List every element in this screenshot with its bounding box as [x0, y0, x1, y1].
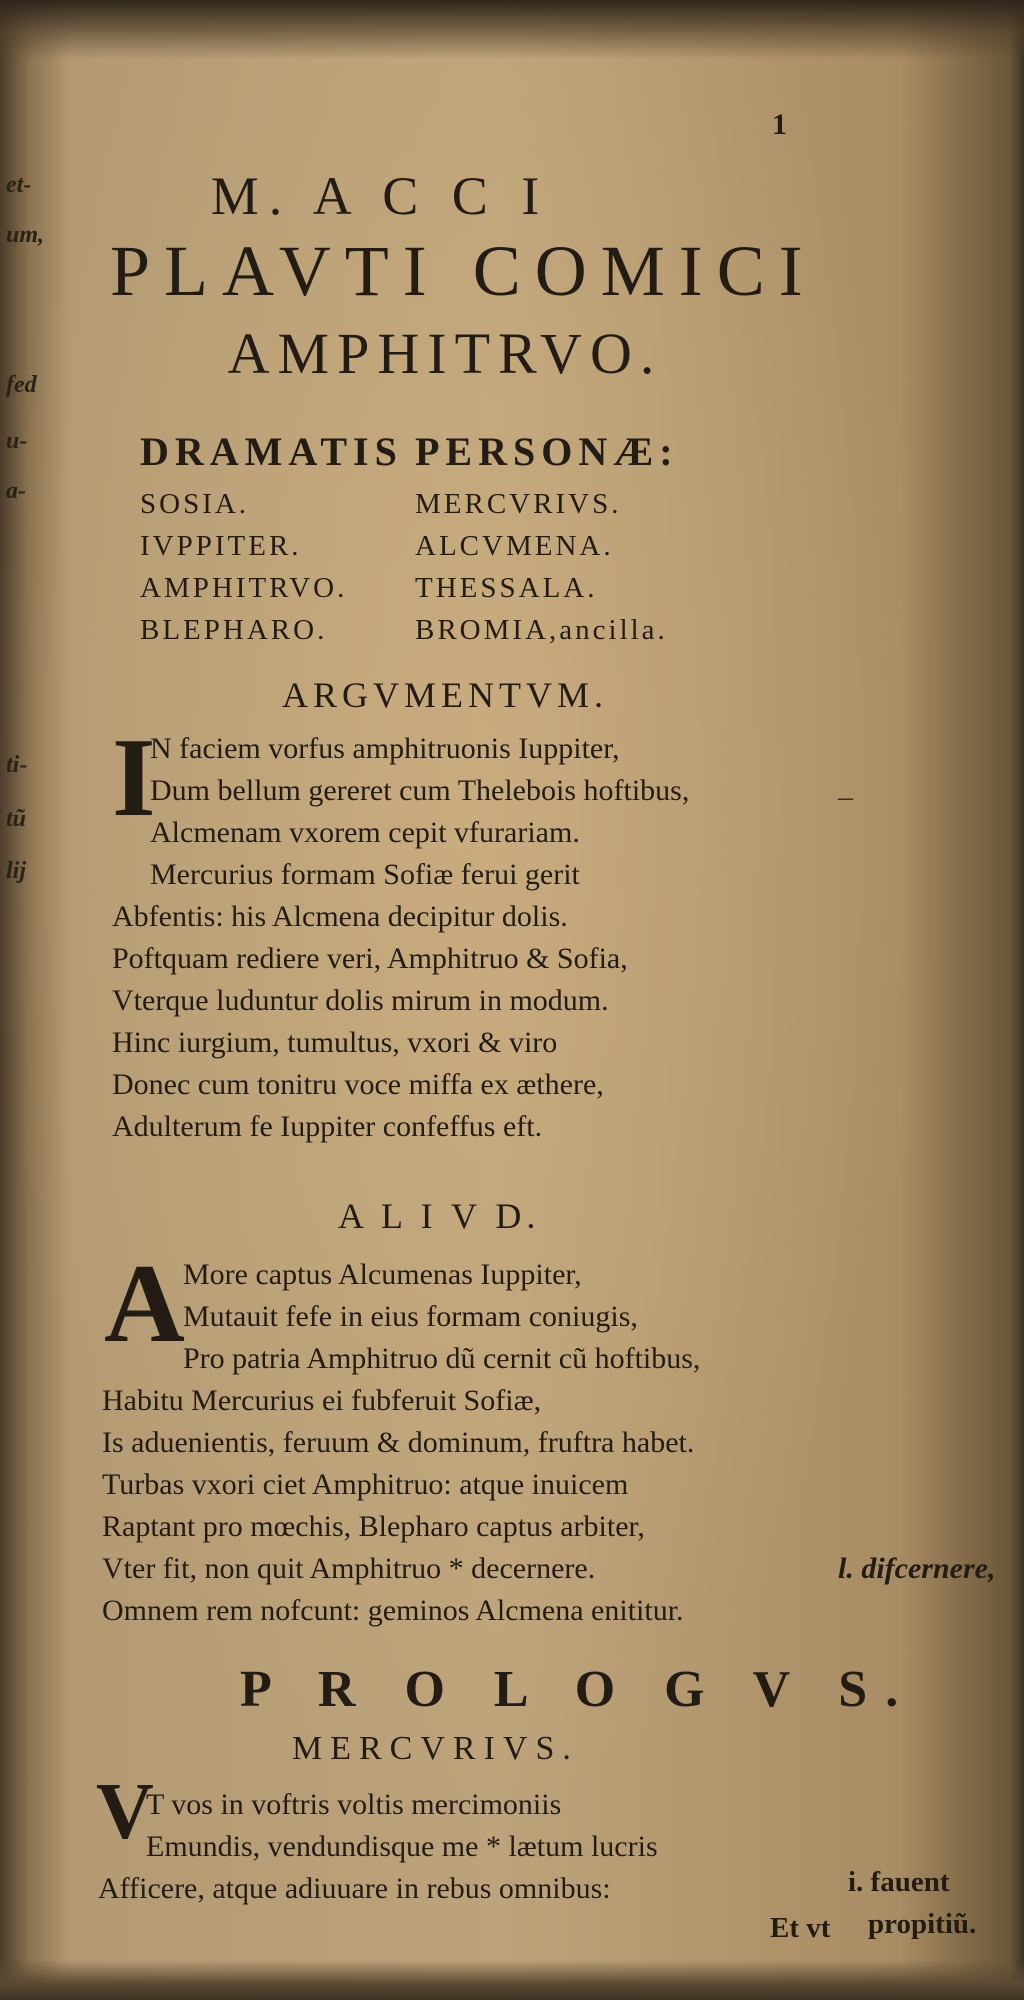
- catchword: Et vt: [770, 1912, 831, 1944]
- verse-line: Mercurius formam Sofiæ ferui gerit: [150, 858, 580, 891]
- verse-line: Emundis, vendundisque me * lætum lucris: [146, 1830, 658, 1863]
- page-bottom-edge: [0, 1960, 1024, 2000]
- argumentum-dropcap: I: [112, 716, 156, 840]
- prologue-heading: P R O L O G V S.: [240, 1661, 917, 1718]
- verse-line: Is aduenientis, feruum & dominum, fruftra habet.: [102, 1426, 695, 1459]
- speaker-name: MERCVRIVS.: [292, 1730, 579, 1767]
- verse-line: More captus Alcumenas Iuppiter,: [183, 1258, 582, 1291]
- character-name: THESSALA.: [415, 572, 598, 604]
- character-name: SOSIA.: [140, 488, 250, 520]
- dramatis-heading-right: PERSONÆ:: [415, 429, 679, 474]
- verse-line: Habitu Mercurius ei fubferuit Sofiæ,: [102, 1384, 542, 1417]
- verse-line: Raptant pro mœchis, Blepharo captus arbiter,: [102, 1510, 645, 1543]
- verse-line: Afficere, atque adiuuare in rebus omnibus:: [98, 1872, 611, 1905]
- author-name: M. A C C I: [210, 166, 550, 226]
- verse-line: T vos in voftris voltis mercimoniis: [146, 1788, 562, 1821]
- verse-line: Alcmenam vxorem cepit vfurariam.: [150, 816, 580, 849]
- left-margin-fragment: u-: [6, 428, 28, 454]
- verse-line: N faciem vorfus amphitruonis Iuppiter,: [150, 732, 620, 765]
- character-name: ALCVMENA.: [415, 530, 614, 562]
- left-margin-fragment: lij: [6, 858, 27, 884]
- verse-line: Turbas vxori ciet Amphitruo: atque inuicem: [102, 1468, 629, 1501]
- character-name: AMPHITRVO.: [140, 572, 348, 604]
- verse-line: Vter fit, non quit Amphitruo * decernere.: [102, 1552, 596, 1585]
- verse-line: Omnem rem nofcunt: geminos Alcmena enititur.: [102, 1594, 684, 1627]
- margin-gloss: propitiũ.: [868, 1908, 977, 1940]
- page-top-shadow: [0, 0, 1024, 60]
- verse-line: Pro patria Amphitruo dũ cernit cũ hoftibus,: [183, 1342, 701, 1375]
- character-name: MERCVRIVS.: [415, 488, 622, 520]
- margin-gloss: i. fauent: [848, 1866, 950, 1898]
- verse-line: Adulterum fe Iuppiter confeffus eft.: [112, 1110, 543, 1143]
- verse-line: Hinc iurgium, tumultus, vxori & viro: [112, 1026, 558, 1059]
- left-margin-fragment: tũ: [6, 806, 27, 832]
- verse-line: Poftquam rediere veri, Amphitruo & Sofia,: [112, 942, 628, 975]
- left-margin-fragment: et-: [6, 172, 32, 198]
- verse-line: Vterque luduntur dolis mirum in modum.: [112, 984, 609, 1017]
- stray-mark: –: [838, 780, 853, 813]
- verse-line: Donec cum tonitru voce miffa ex æthere,: [112, 1068, 604, 1101]
- aliud-heading: A L I V D.: [338, 1196, 541, 1236]
- main-title: PLAVTI COMICI: [110, 231, 817, 311]
- character-name: BLEPHARO.: [140, 614, 328, 646]
- play-title: AMPHITRVO.: [227, 321, 663, 386]
- argumentum-heading: ARGVMENTVM.: [282, 675, 609, 715]
- left-margin-fragment: ti-: [6, 752, 28, 778]
- character-name: BROMIA,ancilla.: [415, 614, 668, 646]
- prologue-dropcap: V: [96, 1768, 154, 1856]
- left-margin-fragment: um,: [6, 222, 45, 248]
- verse-line: Dum bellum gereret cum Thelebois hoftibus,: [150, 774, 690, 807]
- dramatis-heading-left: DRAMATIS: [140, 429, 403, 474]
- margin-gloss: l. difcernere,: [838, 1552, 996, 1585]
- left-margin-fragment: fed: [6, 372, 37, 398]
- verse-line: Mutauit fefe in eius formam coniugis,: [183, 1300, 638, 1333]
- left-margin-fragment: a-: [6, 478, 26, 504]
- page-number: 1: [772, 108, 787, 141]
- aliud-dropcap: A: [104, 1242, 185, 1366]
- character-name: IVPPITER.: [140, 530, 302, 562]
- verse-line: Abfentis: his Alcmena decipitur dolis.: [112, 900, 568, 933]
